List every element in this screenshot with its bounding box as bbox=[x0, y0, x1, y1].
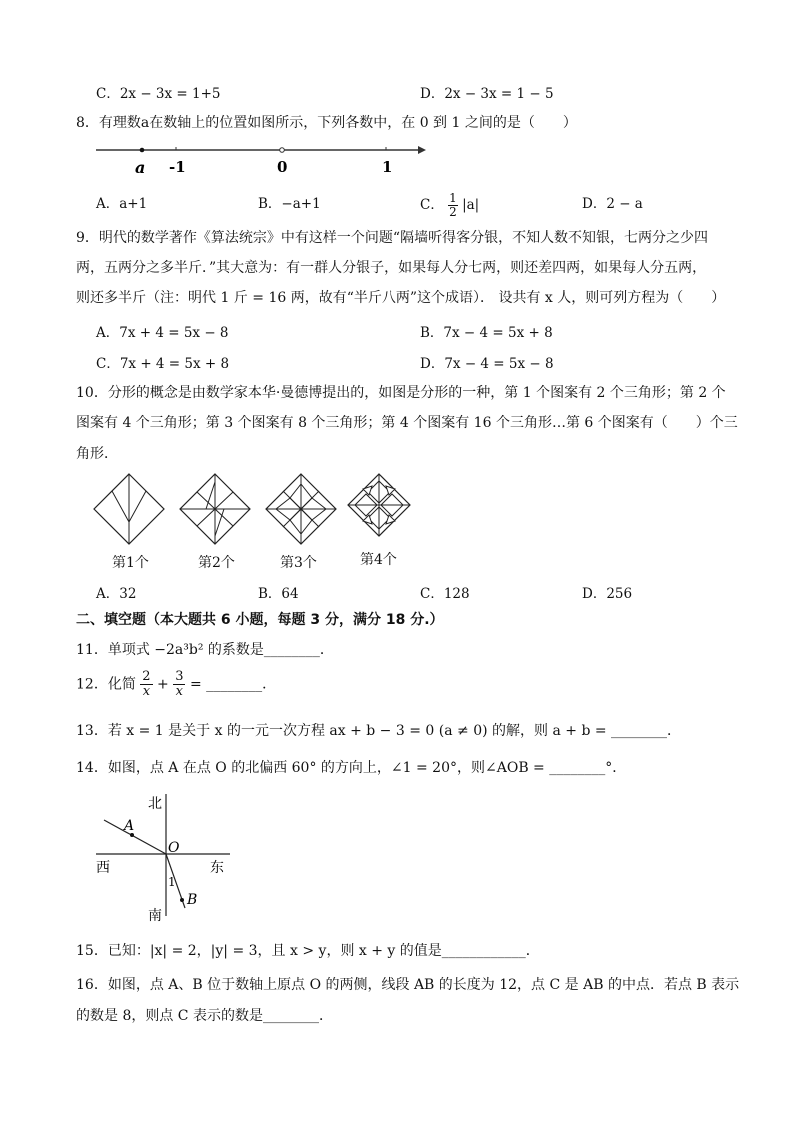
label-east: 东 bbox=[210, 860, 224, 876]
q9-option-a: A．7x + 4 = 5x − 8 bbox=[96, 325, 229, 341]
figure-caption-4: 第4个 bbox=[360, 552, 397, 568]
label-a: A bbox=[124, 818, 135, 834]
ray-oa bbox=[104, 820, 166, 854]
q7-option-c: C．2x − 3x = 1+5 bbox=[96, 86, 221, 102]
q10-line3: 角形． bbox=[76, 446, 118, 462]
point-b bbox=[180, 898, 184, 902]
origin-mark bbox=[280, 148, 285, 153]
q16-line2: 的数是 8，则点 C 表示的数是________． bbox=[76, 1008, 333, 1024]
label-south: 南 bbox=[148, 908, 162, 922]
figure-caption-2: 第2个 bbox=[198, 555, 235, 571]
label-b: B bbox=[187, 892, 198, 908]
q10-option-c: C．128 bbox=[420, 586, 470, 602]
q10-option-b: B．64 bbox=[258, 586, 299, 602]
q8-stem: 8．有理数a在数轴上的位置如图所示，下列各数中，在 0 到 1 之间的是（ ） bbox=[76, 115, 577, 131]
label-west: 西 bbox=[96, 860, 110, 876]
figure-caption-3: 第3个 bbox=[280, 555, 317, 571]
q8-option-c: C． $\frac{1}{2}$ |a| bbox=[420, 191, 480, 219]
label-one: 1 bbox=[382, 158, 393, 176]
q13: 13．若 x = 1 是关于 x 的一元一次方程 ax + b − 3 = 0 (a ≠ 0) 的解，则 a + b = ________． bbox=[76, 723, 682, 739]
q9-line2: 两，五两分之多半斤．”其大意为：有一群人分银子，如果每人分七两，则还差四两，如果每人分五两， bbox=[76, 260, 707, 276]
q10-line1: 10．分形的概念是由数学家本华·曼德博提出的，如图是分形的一种，第 1 个图案有 2 个三角形；第 2 个 bbox=[76, 385, 726, 401]
point-a bbox=[140, 148, 145, 153]
label-minus-one: -1 bbox=[169, 158, 186, 176]
q7-option-d: D．2x − 3x = 1 − 5 bbox=[420, 86, 554, 102]
q9-option-b: B．7x − 4 = 5x + 8 bbox=[420, 325, 553, 341]
fraction-2-over-x: $\frac{2}{x}$ bbox=[142, 669, 151, 699]
label-angle-1: 1 bbox=[168, 875, 176, 889]
figure-caption-1: 第1个 bbox=[112, 555, 149, 571]
label-north: 北 bbox=[148, 796, 162, 812]
q8-number-line bbox=[92, 138, 432, 178]
q9-line1: 9．明代的数学著作《算法统宗》中有这样一个问题“隔墙听得客分银，不知人数不知银，七两分之少四 bbox=[76, 230, 709, 246]
q14-stem: 14．如图，点 A 在点 O 的北偏西 60° 的方向上，∠1 = 20°，则∠AOB = ________°． bbox=[76, 760, 627, 776]
q12: 12．化简 $\frac{2}{x}$ + $\frac{3}{x}$ = ________． bbox=[76, 669, 277, 699]
q10-option-d: D．256 bbox=[582, 586, 633, 602]
fractal-figure-1 bbox=[92, 472, 166, 546]
q9-line3: 则还多半斤（注：明代 1 斤 = 16 两，故有“半斤八两”这个成语）． 设共有 x 人，则可列方程为（ ） bbox=[76, 290, 726, 306]
q9-option-d: D．7x − 4 = 5x − 8 bbox=[420, 356, 554, 372]
section-heading-fill-in: 二、填空题（本大题共 6 小题，每题 3 分，满分 18 分.） bbox=[76, 612, 444, 628]
q10-line2: 图案有 4 个三角形；第 3 个图案有 8 个三角形；第 4 个图案有 16 个三角形…第 6 个图案有（ ）个三 bbox=[76, 415, 738, 431]
fraction-3-over-x: $\frac{3}{x}$ bbox=[175, 669, 184, 699]
q14-compass-diagram bbox=[90, 788, 240, 922]
q8-option-a: A．a+1 bbox=[96, 196, 148, 212]
label-o: O bbox=[168, 840, 180, 856]
fractal-figure-3 bbox=[264, 472, 338, 546]
q16-line1: 16．如图，点 A、B 位于数轴上原点 O 的两侧，线段 AB 的长度为 12，点 C 是 AB 的中点．若点 B 表示 bbox=[76, 977, 740, 993]
q9-option-c: C．7x + 4 = 5x + 8 bbox=[96, 356, 230, 372]
q10-option-a: A．32 bbox=[96, 586, 137, 602]
fractal-figure-2 bbox=[178, 472, 252, 546]
q8-option-b: B．−a+1 bbox=[258, 196, 321, 212]
q8-option-d: D．2 − a bbox=[582, 196, 643, 212]
label-zero: 0 bbox=[277, 158, 288, 176]
q15: 15．已知：|x| = 2，|y| = 3，且 x > y，则 x + y 的值是____________． bbox=[76, 943, 540, 959]
fractal-figure-4 bbox=[346, 472, 412, 538]
q11: 11．单项式 −2a³b² 的系数是________． bbox=[76, 642, 334, 658]
arrow-icon bbox=[418, 146, 426, 154]
label-a: a bbox=[135, 158, 146, 177]
fraction-half: $\frac{1}{2}$ bbox=[449, 191, 457, 219]
